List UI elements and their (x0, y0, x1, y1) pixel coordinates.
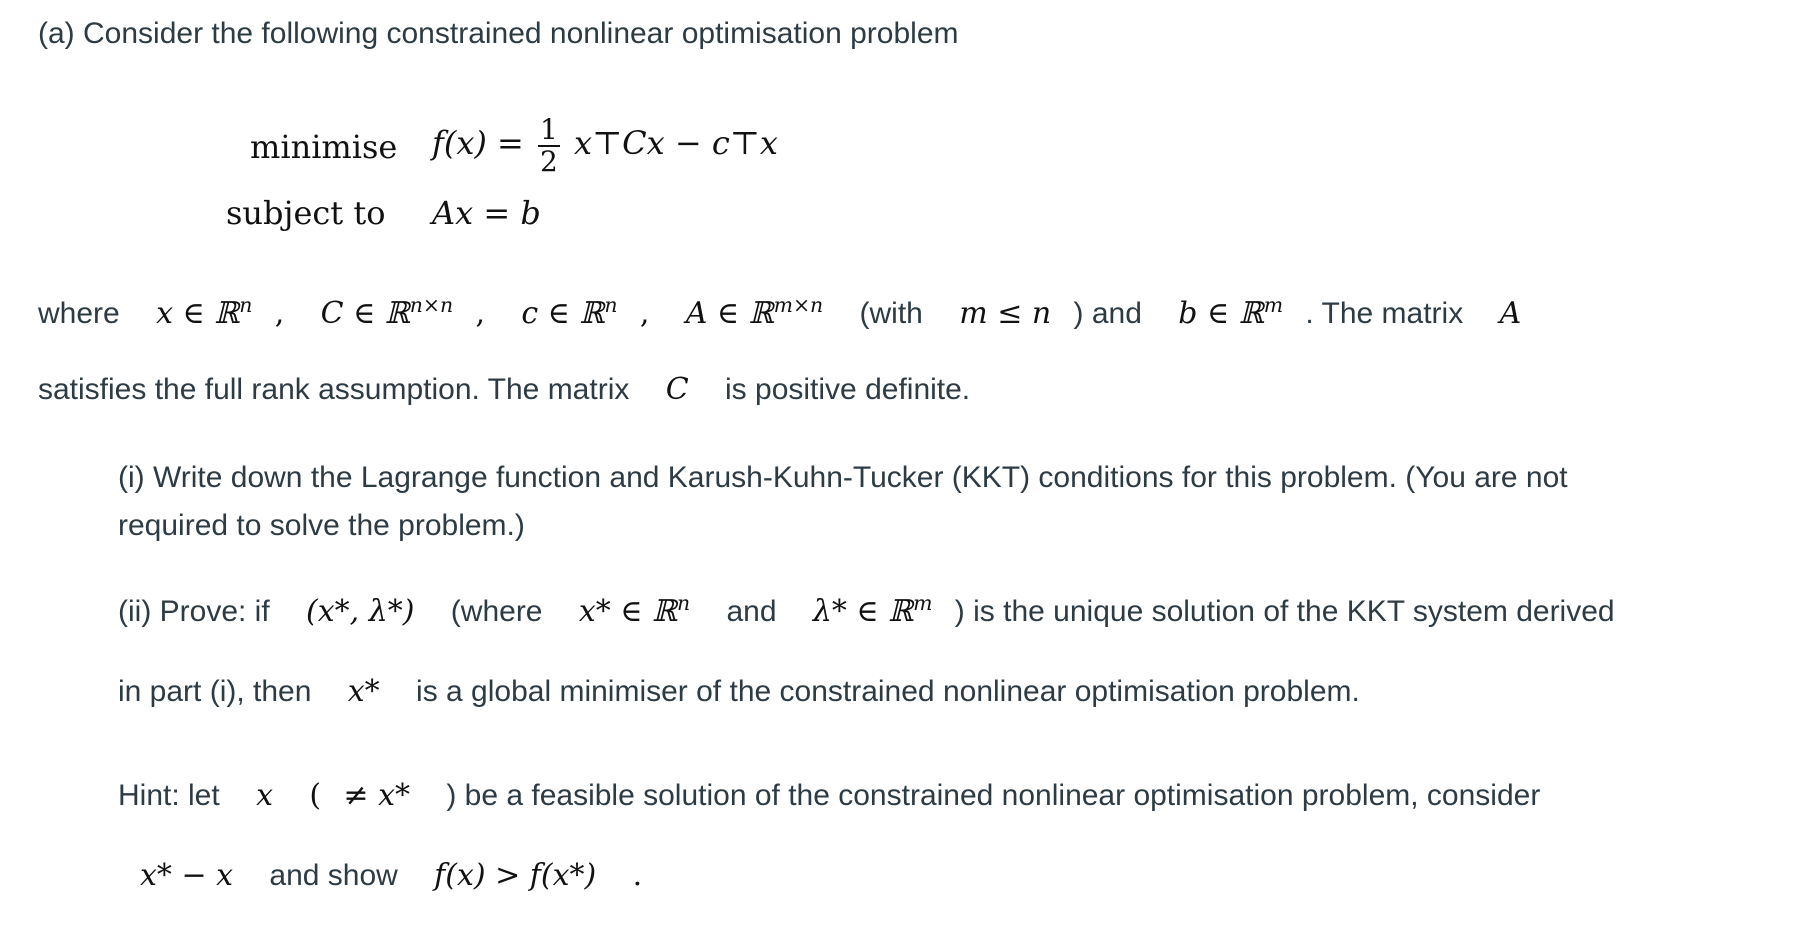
b-domain: b ∈ ℝ$^m$ (1178, 292, 1284, 331)
close-and: ) and (1073, 297, 1142, 330)
with-open: (with (859, 297, 923, 330)
neq-xstar: ≠ x* (343, 778, 410, 813)
minimise-label: minimise (250, 128, 398, 166)
where-open: (where (450, 595, 543, 628)
A-domain: A ∈ ℝ$^{m\times n}$ (685, 292, 824, 331)
x-symbol: x (256, 778, 273, 813)
part-ii-line2 (118, 674, 1360, 710)
xstar-domain: x* ∈ ℝ$^n$ (578, 590, 691, 629)
full-rank-text: satisfies the full rank assumption. The matrix (38, 373, 630, 406)
part-i-line1: (i) Write down the Lagrange function and Karush-Kuhn-Tucker (KKT) conditions for this problem. (You are not (118, 461, 1568, 494)
C-domain: C ∈ ℝ$^{n\times n}$ (320, 292, 454, 331)
objective-lhs: f(x) = (432, 124, 524, 162)
m-le-n: m ≤ n (959, 296, 1052, 331)
hint-let-text: Hint: let (118, 779, 220, 812)
where-word: where (38, 297, 120, 330)
objective-function (432, 96, 778, 190)
subject-to-label: subject to (226, 194, 386, 232)
one-half-fraction (538, 112, 560, 178)
part-ii-line1 (118, 590, 1615, 630)
where-line (38, 292, 1522, 332)
c-domain: c ∈ ℝ$^n$ (521, 292, 618, 331)
part-i-line2: required to solve the problem.) (118, 509, 525, 542)
global-minimiser-text: is a global minimiser of the constrained nonlinear optimisation problem. (416, 675, 1360, 708)
in-part-text: in part (i), then (118, 675, 312, 708)
C-symbol: C (665, 372, 689, 407)
kkt-pair: (x*, λ*) (306, 594, 415, 629)
and-show-text: and show (269, 859, 398, 892)
full-rank-line (38, 372, 970, 408)
prove-if-text: (ii) Prove: if (118, 595, 270, 628)
A-symbol: A (1499, 296, 1522, 331)
xstar-symbol: x* (347, 674, 380, 709)
period: . (632, 858, 643, 893)
intro-text: (a) Consider the following constrained nonlinear optimisation problem (38, 17, 959, 50)
and-word: and (726, 595, 777, 628)
comma: , (274, 296, 285, 331)
fraction-denominator: 2 (540, 144, 558, 178)
hint-line2 (140, 858, 642, 894)
fraction-numerator: 1 (540, 112, 558, 146)
unique-solution-text: ) is the unique solution of the KKT system derived (954, 595, 1615, 628)
hint-line1 (118, 778, 1540, 814)
constraint-equation: Ax = b (432, 194, 541, 232)
objective-rest: x⊤Cx − c⊤x (574, 124, 778, 162)
the-matrix-text: . The matrix (1305, 297, 1464, 330)
comma: , (639, 296, 650, 331)
positive-definite-text: is positive definite. (725, 373, 971, 406)
feasible-solution-text: ) be a feasible solution of the constrained nonlinear optimisation problem, consider (446, 779, 1541, 812)
x-domain: x ∈ ℝ$^n$ (156, 292, 253, 331)
lambdastar-domain: λ* ∈ ℝ$^m$ (812, 590, 933, 629)
inequality-expr: f(x) > f(x*) (434, 858, 597, 893)
comma: , (475, 296, 485, 331)
difference-expr: x* − x (140, 858, 234, 893)
neq-open-paren: ( (309, 778, 322, 813)
